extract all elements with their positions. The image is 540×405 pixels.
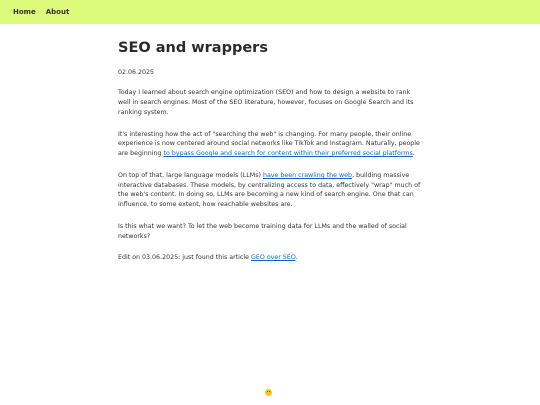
paragraph-3-text: On top of that, large language models (LLMs) — [118, 171, 263, 179]
paragraph-1: Today I learned about search engine optimization (SEO) and how to design a website to rank well in search engines. Most of the SEO literature, however, focuses on Google Search and its ranking system. — [118, 89, 414, 116]
paragraph-2-text: It's interesting how the act of "searching the web" is changing. For many people, their online experience is now centered around social networks like TikTok and Instagram. Naturally, people are beginning — [118, 130, 420, 158]
paragraph-4: Is this what we want? To let the web become training data for LLMs and the walled of social networks? — [118, 222, 407, 240]
paragraph-3 — [118, 171, 423, 210]
page-title: SEO and wrappers — [118, 40, 268, 56]
top-nav — [0, 0, 540, 24]
paragraph-5-end: . — [295, 254, 298, 262]
bypass-google-link[interactable]: to bypass Google and search for content within their preferred social platforms — [163, 150, 413, 158]
post-date: 02.06.2025 — [118, 69, 155, 77]
paragraph-5-text: Edit on 03.06.2025: just found this article — [118, 254, 252, 262]
nav-home-link[interactable]: Home — [13, 7, 36, 16]
smiley-icon — [265, 389, 272, 396]
paragraph-3-end: , building massive interactive databases. These models, by centralizing access to data, effectively "wrap" much of the web's content. In doing so, LLMs are becoming a new kind of search engine. One that can influence, to some extent, how reachable websites are. — [118, 171, 421, 209]
article — [118, 40, 423, 263]
paragraph-5 — [118, 253, 423, 263]
paragraph-2-end: . — [412, 150, 415, 158]
nav-about-link[interactable]: About — [45, 7, 70, 16]
paragraph-2 — [118, 130, 423, 159]
geo-over-seo-link[interactable]: GEO over SEO — [251, 254, 296, 262]
crawling-web-link[interactable]: have been crawling the web — [262, 171, 353, 179]
